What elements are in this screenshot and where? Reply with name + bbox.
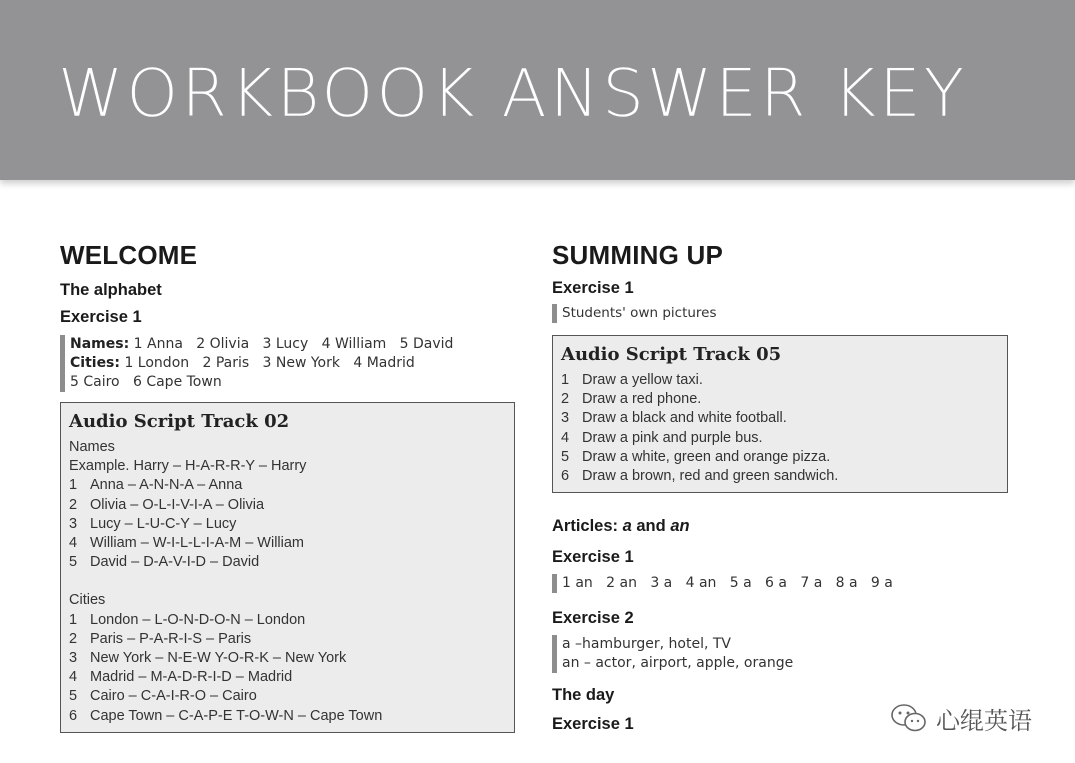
- page-title: WORKBOOK ANSWER KEY: [58, 55, 968, 132]
- script-line: [561, 448, 999, 467]
- script-line: [561, 409, 999, 428]
- line-number: 5: [69, 688, 78, 705]
- line-number: 6: [69, 707, 78, 724]
- articles-exercise1-label: Exercise 1: [552, 548, 634, 567]
- the-day-exercise1-label: Exercise 1: [552, 715, 634, 734]
- cities-header: Cities: [69, 592, 106, 609]
- line-text: William – W-I-L-L-I-A-M – William: [90, 535, 305, 552]
- the-day-heading: The day: [552, 686, 615, 705]
- names-answer-line: Names: 1 Anna 2 Olivia 3 Lucy 4 William 5 David: [70, 336, 454, 352]
- line-text: Draw a black and white football.: [582, 410, 787, 427]
- line-text: London – L-O-N-D-O-N – London: [90, 611, 306, 628]
- line-number: 4: [69, 669, 78, 686]
- line-number: 2: [561, 391, 570, 408]
- line-text: Draw a pink and purple bus.: [582, 429, 763, 446]
- line-text: Draw a yellow taxi.: [582, 372, 703, 388]
- an-answer-line: an – actor, airport, apple, orange: [562, 655, 794, 672]
- cities-list: [69, 611, 506, 726]
- articles-heading: Articles: a and an: [552, 517, 690, 536]
- line-number: 4: [561, 429, 570, 446]
- line-number: 4: [69, 535, 78, 552]
- audio-script-title: Audio Script Track 02: [69, 411, 290, 432]
- line-text: Lucy – L-U-C-Y – Lucy: [90, 515, 237, 532]
- line-text: David – D-A-V-I-D – David: [90, 554, 260, 571]
- summing-up-heading: SUMMING UP: [552, 240, 723, 270]
- line-number: 5: [69, 554, 78, 571]
- line-number: 1: [561, 372, 570, 388]
- cities-answer-line: Cities: 1 London 2 Paris 3 New York 4 Madrid: [70, 355, 415, 371]
- script-line: [561, 467, 999, 486]
- line-text: Paris – P-A-R-I-S – Paris: [90, 630, 252, 647]
- script-line: [69, 630, 506, 649]
- script-line: [69, 611, 506, 630]
- wechat-logo-icon: [890, 702, 928, 734]
- welcome-exercise1-label: Exercise 1: [60, 308, 142, 326]
- articles-exercise2-answer: [552, 635, 1022, 673]
- welcome-exercise1-answer: [60, 335, 480, 392]
- line-number: 2: [69, 496, 78, 513]
- script-line: [561, 390, 999, 409]
- audio-script-title-05: Audio Script Track 05: [561, 344, 782, 365]
- script-line: [69, 496, 506, 515]
- script-line: [69, 534, 506, 553]
- line-number: 2: [69, 630, 78, 647]
- articles-exercise1-answer: 1 an 2 an 3 a 4 an 5 a 6 a 7 a 8 a 9 a: [552, 574, 1022, 593]
- articles-exercise2-label: Exercise 2: [552, 609, 634, 628]
- line-text: Cairo – C-A-I-R-O – Cairo: [90, 688, 257, 705]
- summing-up-section: [552, 238, 1022, 734]
- line-number: 6: [561, 468, 570, 485]
- line-number: 3: [69, 515, 78, 532]
- track05-list: [561, 371, 999, 486]
- names-list: [69, 476, 506, 572]
- summing-exercise1-label: Exercise 1: [552, 279, 634, 297]
- script-line: [69, 707, 506, 726]
- line-number: 5: [561, 448, 570, 465]
- names-header: Names: [69, 439, 115, 455]
- script-line: [69, 687, 506, 706]
- script-line: [69, 476, 506, 495]
- script-line: [69, 515, 506, 534]
- audio-script-track-05: [552, 335, 1008, 493]
- script-line: [561, 371, 999, 390]
- line-number: 1: [69, 477, 78, 494]
- line-text: Anna – A-N-N-A – Anna: [90, 477, 243, 494]
- welcome-section: [60, 238, 520, 733]
- summing-exercise1-answer: Students' own pictures: [552, 304, 1022, 323]
- line-text: Cape Town – C-A-P-E T-O-W-N – Cape Town: [90, 707, 383, 724]
- line-text: Draw a brown, red and green sandwich.: [582, 468, 839, 485]
- line-text: Draw a red phone.: [582, 391, 702, 408]
- script-line: [561, 429, 999, 448]
- line-text: Draw a white, green and orange pizza.: [582, 448, 831, 465]
- example-line: Example. Harry – H-A-R-R-Y – Harry: [69, 458, 307, 475]
- alphabet-subheading: The alphabet: [60, 281, 162, 299]
- line-text: Olivia – O-L-I-V-I-A – Olivia: [90, 496, 265, 513]
- header-banner: [0, 0, 1075, 180]
- line-text: New York – N-E-W Y-O-R-K – New York: [90, 650, 347, 667]
- line-text: Madrid – M-A-D-R-I-D – Madrid: [90, 669, 293, 686]
- line-number: 3: [69, 650, 78, 667]
- cities-answer-line-2: 5 Cairo 6 Cape Town: [70, 374, 222, 390]
- audio-script-track-02: [60, 402, 515, 733]
- line-number: 3: [561, 410, 570, 427]
- line-number: 1: [69, 611, 78, 628]
- watermark-text: 心绲英语: [936, 706, 1032, 735]
- watermark: [890, 700, 1032, 736]
- script-line: [69, 668, 506, 687]
- script-line: [69, 553, 506, 572]
- welcome-heading: WELCOME: [60, 240, 198, 270]
- script-line: [69, 649, 506, 668]
- a-answer-line: a –hamburger, hotel, TV: [562, 636, 732, 653]
